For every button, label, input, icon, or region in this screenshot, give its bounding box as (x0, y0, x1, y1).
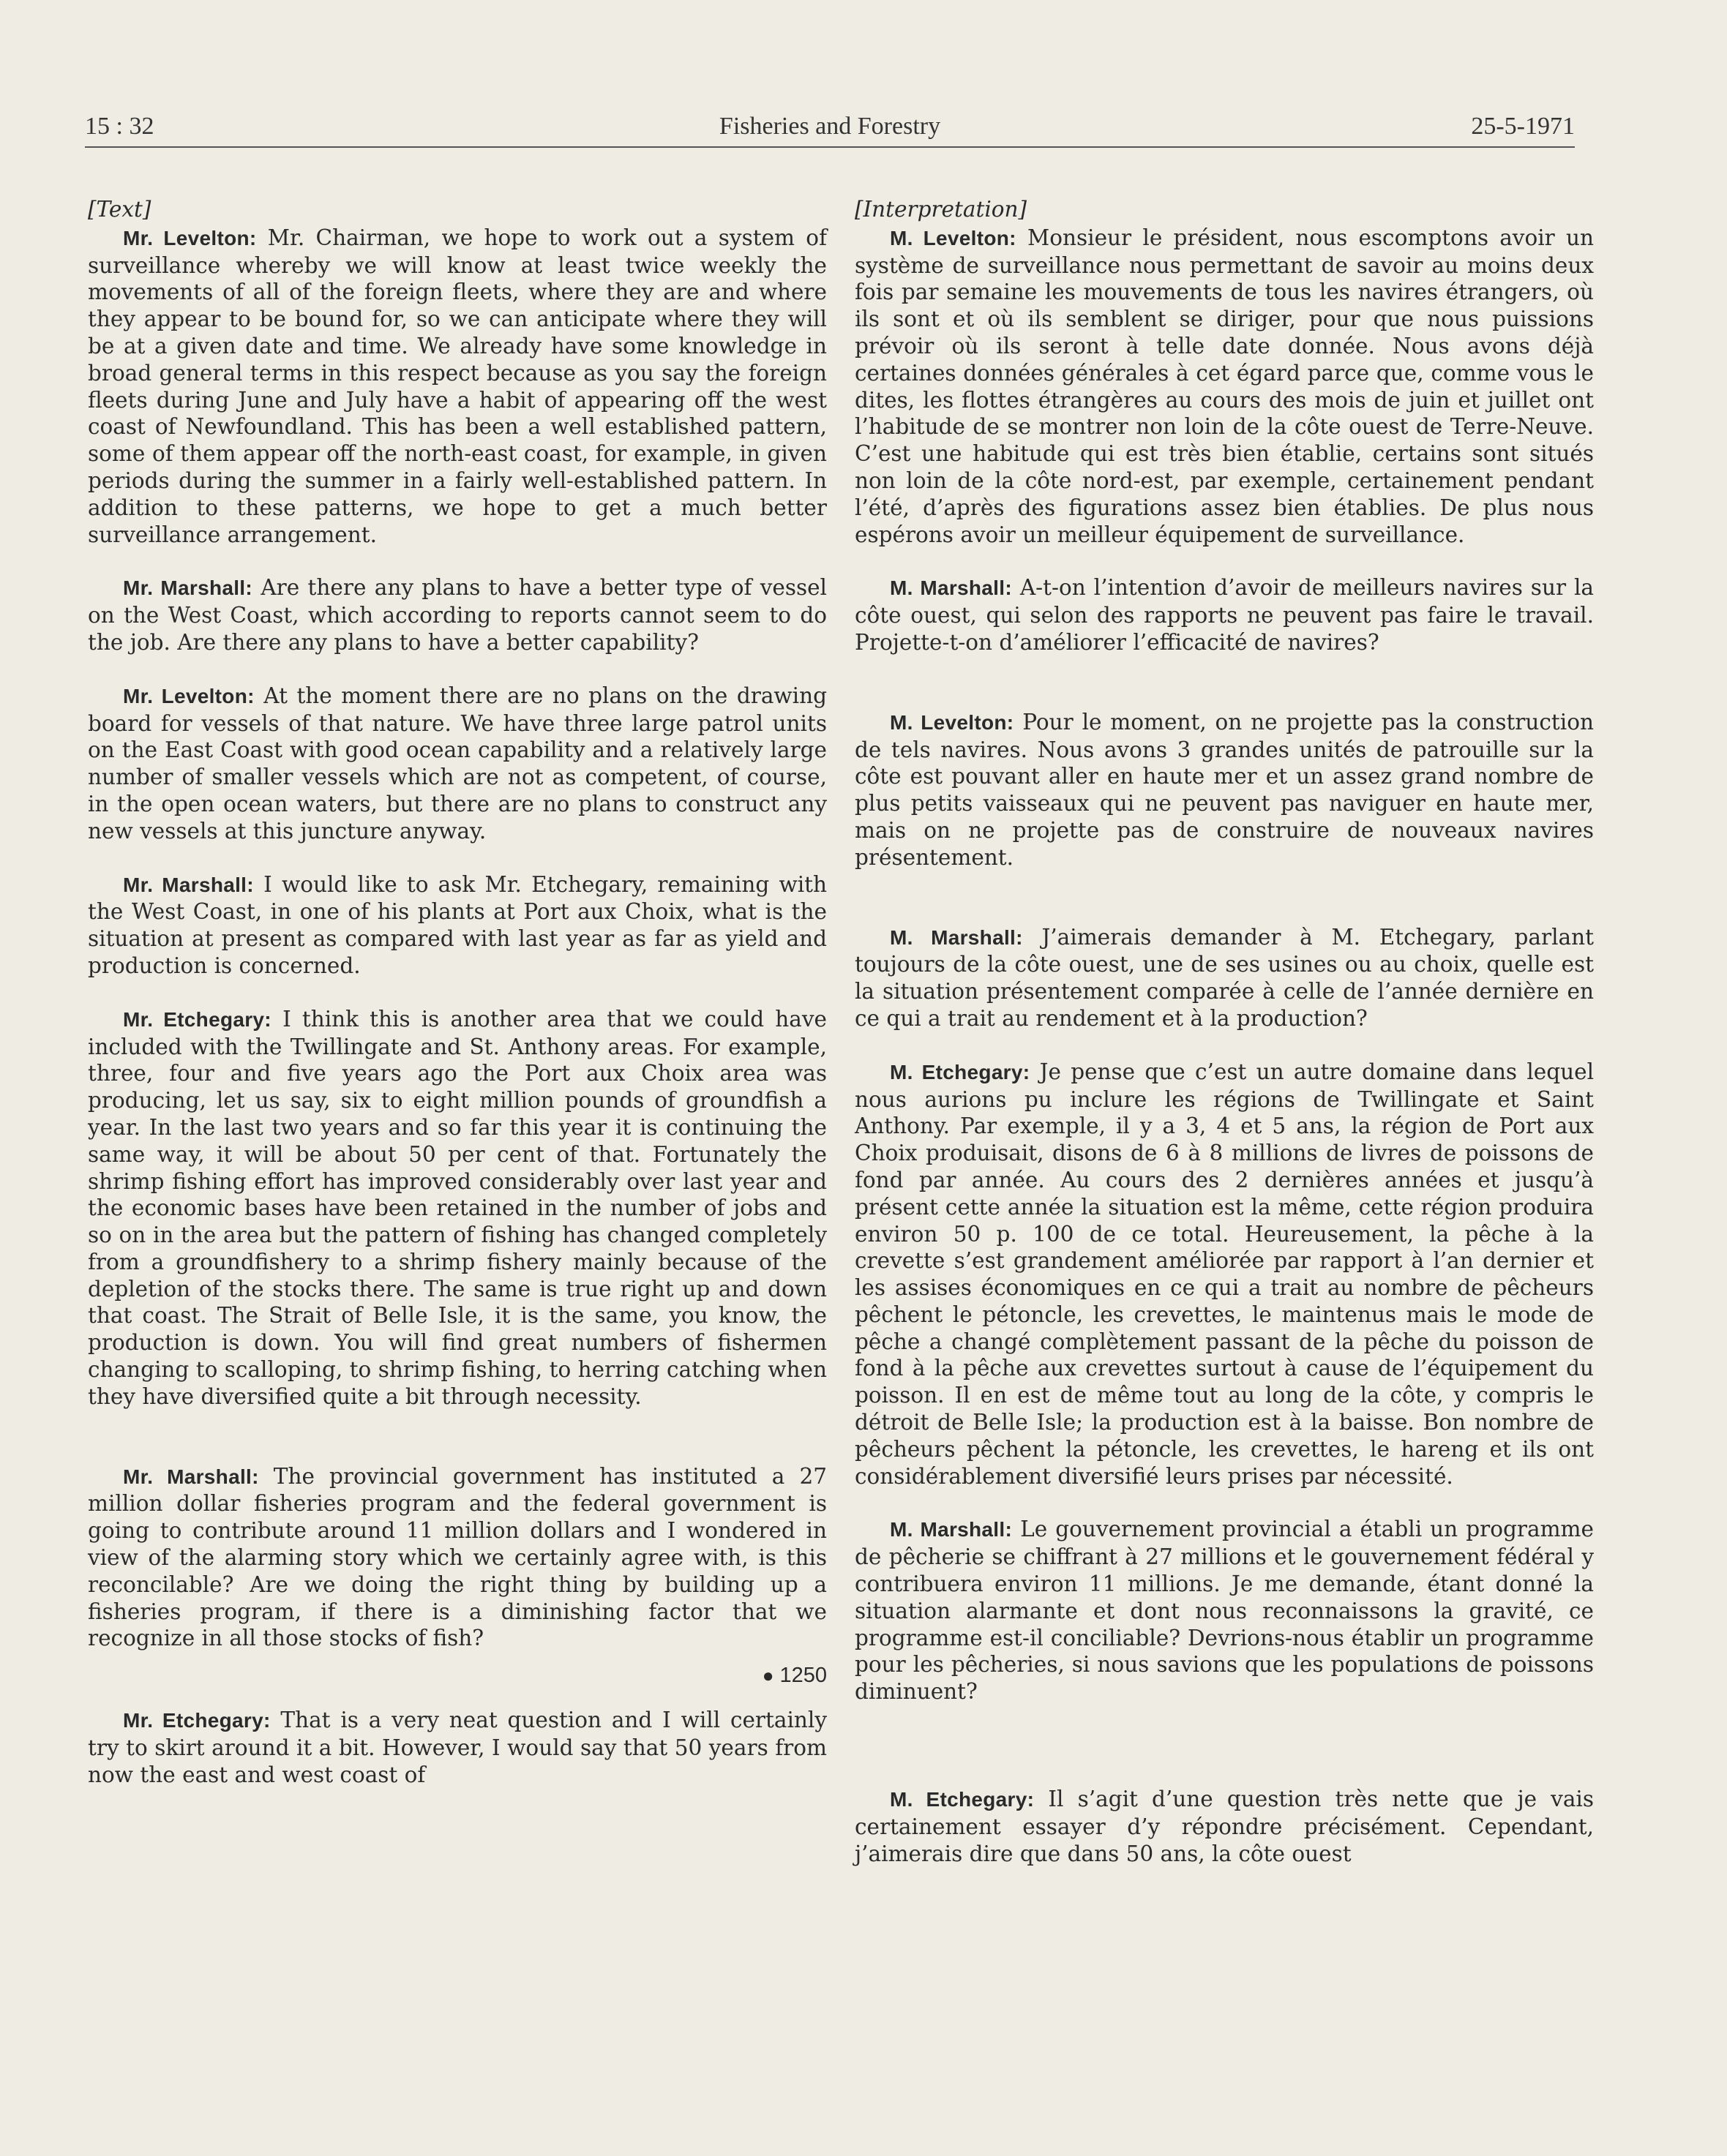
header-rule (85, 146, 1575, 148)
running-title: Fisheries and Forestry (719, 113, 941, 140)
speech-text: At the moment there are no plans on the drawing board for vessels of that nature. We have three large patrol units on the East Coast with good ocean capability and a relatively large number of smaller vessels which are not as competent, of course, in the open ocean waters, but there are no plans to construct any new vessels at this juncture anyway. (88, 683, 828, 844)
time-marker (88, 1662, 827, 1689)
speech-text: Mr. Chairman, we hope to work out a system of surveillance whereby we will know at least twice weekly the movements of all of the foreign fleets, where they are and where they appear to be bound for, so we can anticipate where they will be at a given date and time. We already have some knowledge in broad general terms in this respect because as you say the foreign fleets during June and July have a habit of appearing off the west coast of Newfoundland. This has been a well established pattern, some of them appear off the north-east coast, for example, in given periods during the summer in a fairly well-established pattern. In addition to these patterns, we hope to get a much better surveillance arrangement. (88, 225, 827, 547)
speaker-name: M. Levelton: (890, 226, 1016, 249)
paragraph (855, 1516, 1594, 1705)
paragraph (88, 574, 827, 656)
marker-time: 1250 (779, 1664, 827, 1688)
paragraph (88, 683, 827, 845)
speaker-name: M. Etchegary: (890, 1060, 1030, 1083)
speech-text: The provincial government has instituted a 27 million dollar fisheries program and the federal government is going to contribute around 11 million dollars and I wondered in view of the alarming story which we certainly agree with, is this reconcilable? Are we doing the right thing by building up a fisheries program, if there is a diminishing factor that we recognize in all those stocks of fish? (88, 1463, 827, 1651)
bullet-icon: ● (762, 1664, 774, 1687)
speech-text: I would like to ask Mr. Etchegary, remaining with the West Coast, in one of his plants at Port aux Choix, what is the situation at present as compared with last year as far as yield and production is concerned. (88, 871, 827, 978)
speaker-name: Mr. Marshall: (123, 576, 253, 600)
paragraph (88, 1463, 827, 1653)
speaker-name: Mr. Etchegary: (123, 1007, 271, 1031)
column-label: [Interpretation] (855, 197, 1027, 222)
speech-text: Are there any plans to have a better type of vessel on the West Coast, which according to reports cannot seem to do the job. Are there any plans to have a better capability? (88, 575, 827, 655)
paragraph (855, 574, 1594, 656)
paragraph (855, 1786, 1594, 1867)
speaker-name: Mr. Levelton: (123, 684, 255, 707)
column-label: [Text] (88, 197, 151, 222)
paragraph (855, 1059, 1594, 1490)
speech-text: That is a very neat question and I will certainly try to skirt around it a bit. However, I would say that 50 years from now the east and west coast of (88, 1708, 827, 1787)
speaker-name: Mr. Marshall: (123, 873, 254, 896)
speech-text: Pour le moment, on ne projette pas la construction de tels navires. Nous avons 3 grandes unités de patrouille sur la côte est pouvant aller en haute mer et un assez grand nombre de plus petits vaisseaux qui ne peuvent pas naviguer en haute mer, mais on ne projette pas de construire de nouveaux navires présentement. (855, 709, 1594, 870)
paragraph (88, 871, 827, 980)
speech-text: I think this is another area that we could have included with the Twillingate and St. Anthony areas. For example, three, four and five years ago the Port aux Choix area was producing, let us say, six to eight million pounds of groundfish a year. In the last two years and so far this year it is continuing the same way, it will be about 50 per cent of that. Fortunately the shrimp fishing effort has improved considerably over last year and the economic bases have been retained in the number of jobs and so on in the area but the pattern of fishing has changed completely from a groundfishery to a shrimp fishery mainly because of the depletion of the stocks there. The same is true right up and down that coast. The Strait of Belle Isle, it is the same, you know, the production is down. You will find great numbers of fishermen changing to scalloping, to shrimp fishing, to herring catching when they have diversified quite a bit through necessity. (88, 1006, 827, 1409)
paragraph (88, 225, 827, 549)
speaker-name: M. Etchegary: (890, 1788, 1035, 1811)
paragraph (88, 1707, 827, 1788)
speaker-name: Mr. Etchegary: (123, 1709, 271, 1732)
paragraph (855, 225, 1594, 549)
speech-text: Il s’agit d’une question très nette que je vais certainement essayer d’y répondre précisément. Cependant, j’aimerais dire que dans 50 ans, la côte ouest (855, 1787, 1595, 1866)
paragraph (855, 924, 1594, 1032)
speaker-name: Mr. Marshall: (123, 1465, 259, 1488)
speech-text: Le gouvernement provincial a établi un programme de pêcherie se chiffrant à 27 millions et le gouvernement fédéral y contribuera environ 11 millions. Je me demande, étant donné la situation alarmante et dont nous reconnaissons la gravité, ce programme est-il conciliable? Devrions-nous établir un programme pour les pêcheries, si nous savions que les populations de poissons diminuent? (855, 1517, 1594, 1705)
page-header (85, 110, 1575, 146)
speaker-name: Mr. Levelton: (123, 226, 257, 249)
page-number: 15 : 32 (85, 113, 154, 140)
speech-text: Je pense que c’est un autre domaine dans lequel nous aurions pu inclure les régions de Twillingate et Saint Anthony. Par exemple, il y a 3, 4 et 5 ans, la région de Port aux Choix produisait, disons de 6 à 8 millions de livres de poissons de fond par année. Au cours des 2 dernières années et jusqu’à présent cette année la situation est la même, cette région produira environ 50 p. 100 de ce total. Heureusement, la pêche à la crevette s’est grandement améliorée par rapport à l’an dernier et les assises économiques en ce qui a trait au nombre de pêcheurs pêchent le pétoncle, les crevettes, le maintenus mais le mode de pêche a changé complètement passant de la pêche du poisson de fond à la pêche aux crevettes surtout à cause de l’équipement du poisson. Il en est de même tout au long de la côte, y compris le détroit de Belle Isle; la production est à la baisse. Bon nombre de pêcheurs pêchent la pétoncle, les crevettes, le hareng et ils ont considérablement diversifié leurs prises par nécessité. (855, 1059, 1595, 1489)
speaker-name: M. Marshall: (890, 1518, 1013, 1541)
paragraph (855, 709, 1594, 871)
speaker-name: M. Marshall: (890, 576, 1012, 600)
speech-text: A-t-on l’intention d’avoir de meilleurs navires sur la côte ouest, qui selon des rapports ne peuvent pas faire le travail. Projette-t-on d’améliorer l’efficacité de navires? (855, 575, 1594, 655)
speaker-name: M. Marshall: (890, 925, 1023, 949)
speech-text: Monsieur le président, nous escomptons avoir un système de surveillance nous permettant de savoir au moins deux fois par semaine les mouvements de tous les navires étrangers, où ils sont et où ils semblent se diriger, pour que nous puissions prévoir où ils seront à telle date donnée. Nous avons déjà certaines données générales à cet égard parce que, comme vous le dites, les flottes étrangères au cours des mois de juin et juillet ont l’habitude de se montrer non loin de la côte ouest de Terre-Neuve. C’est une habitude qui est très bien établie, certains sont situés non loin de la côte nord-est, par exemple, certainement pendant l’été, d’après des figurations assez bien établies. De plus nous espérons avoir un meilleur équipement de surveillance. (855, 225, 1594, 547)
french-column (855, 196, 1594, 1867)
speaker-name: M. Levelton: (890, 710, 1014, 734)
english-column (88, 196, 827, 1788)
paragraph (88, 1006, 827, 1411)
speech-text: J’aimerais demander à M. Etchegary, parlant toujours de la côte ouest, une de ses usines ou au choix, quelle est la situation présentement comparée à celle de l’année dernière en ce qui a trait au rendement et à la production? (855, 924, 1594, 1031)
header-date: 25-5-1971 (1471, 113, 1575, 140)
